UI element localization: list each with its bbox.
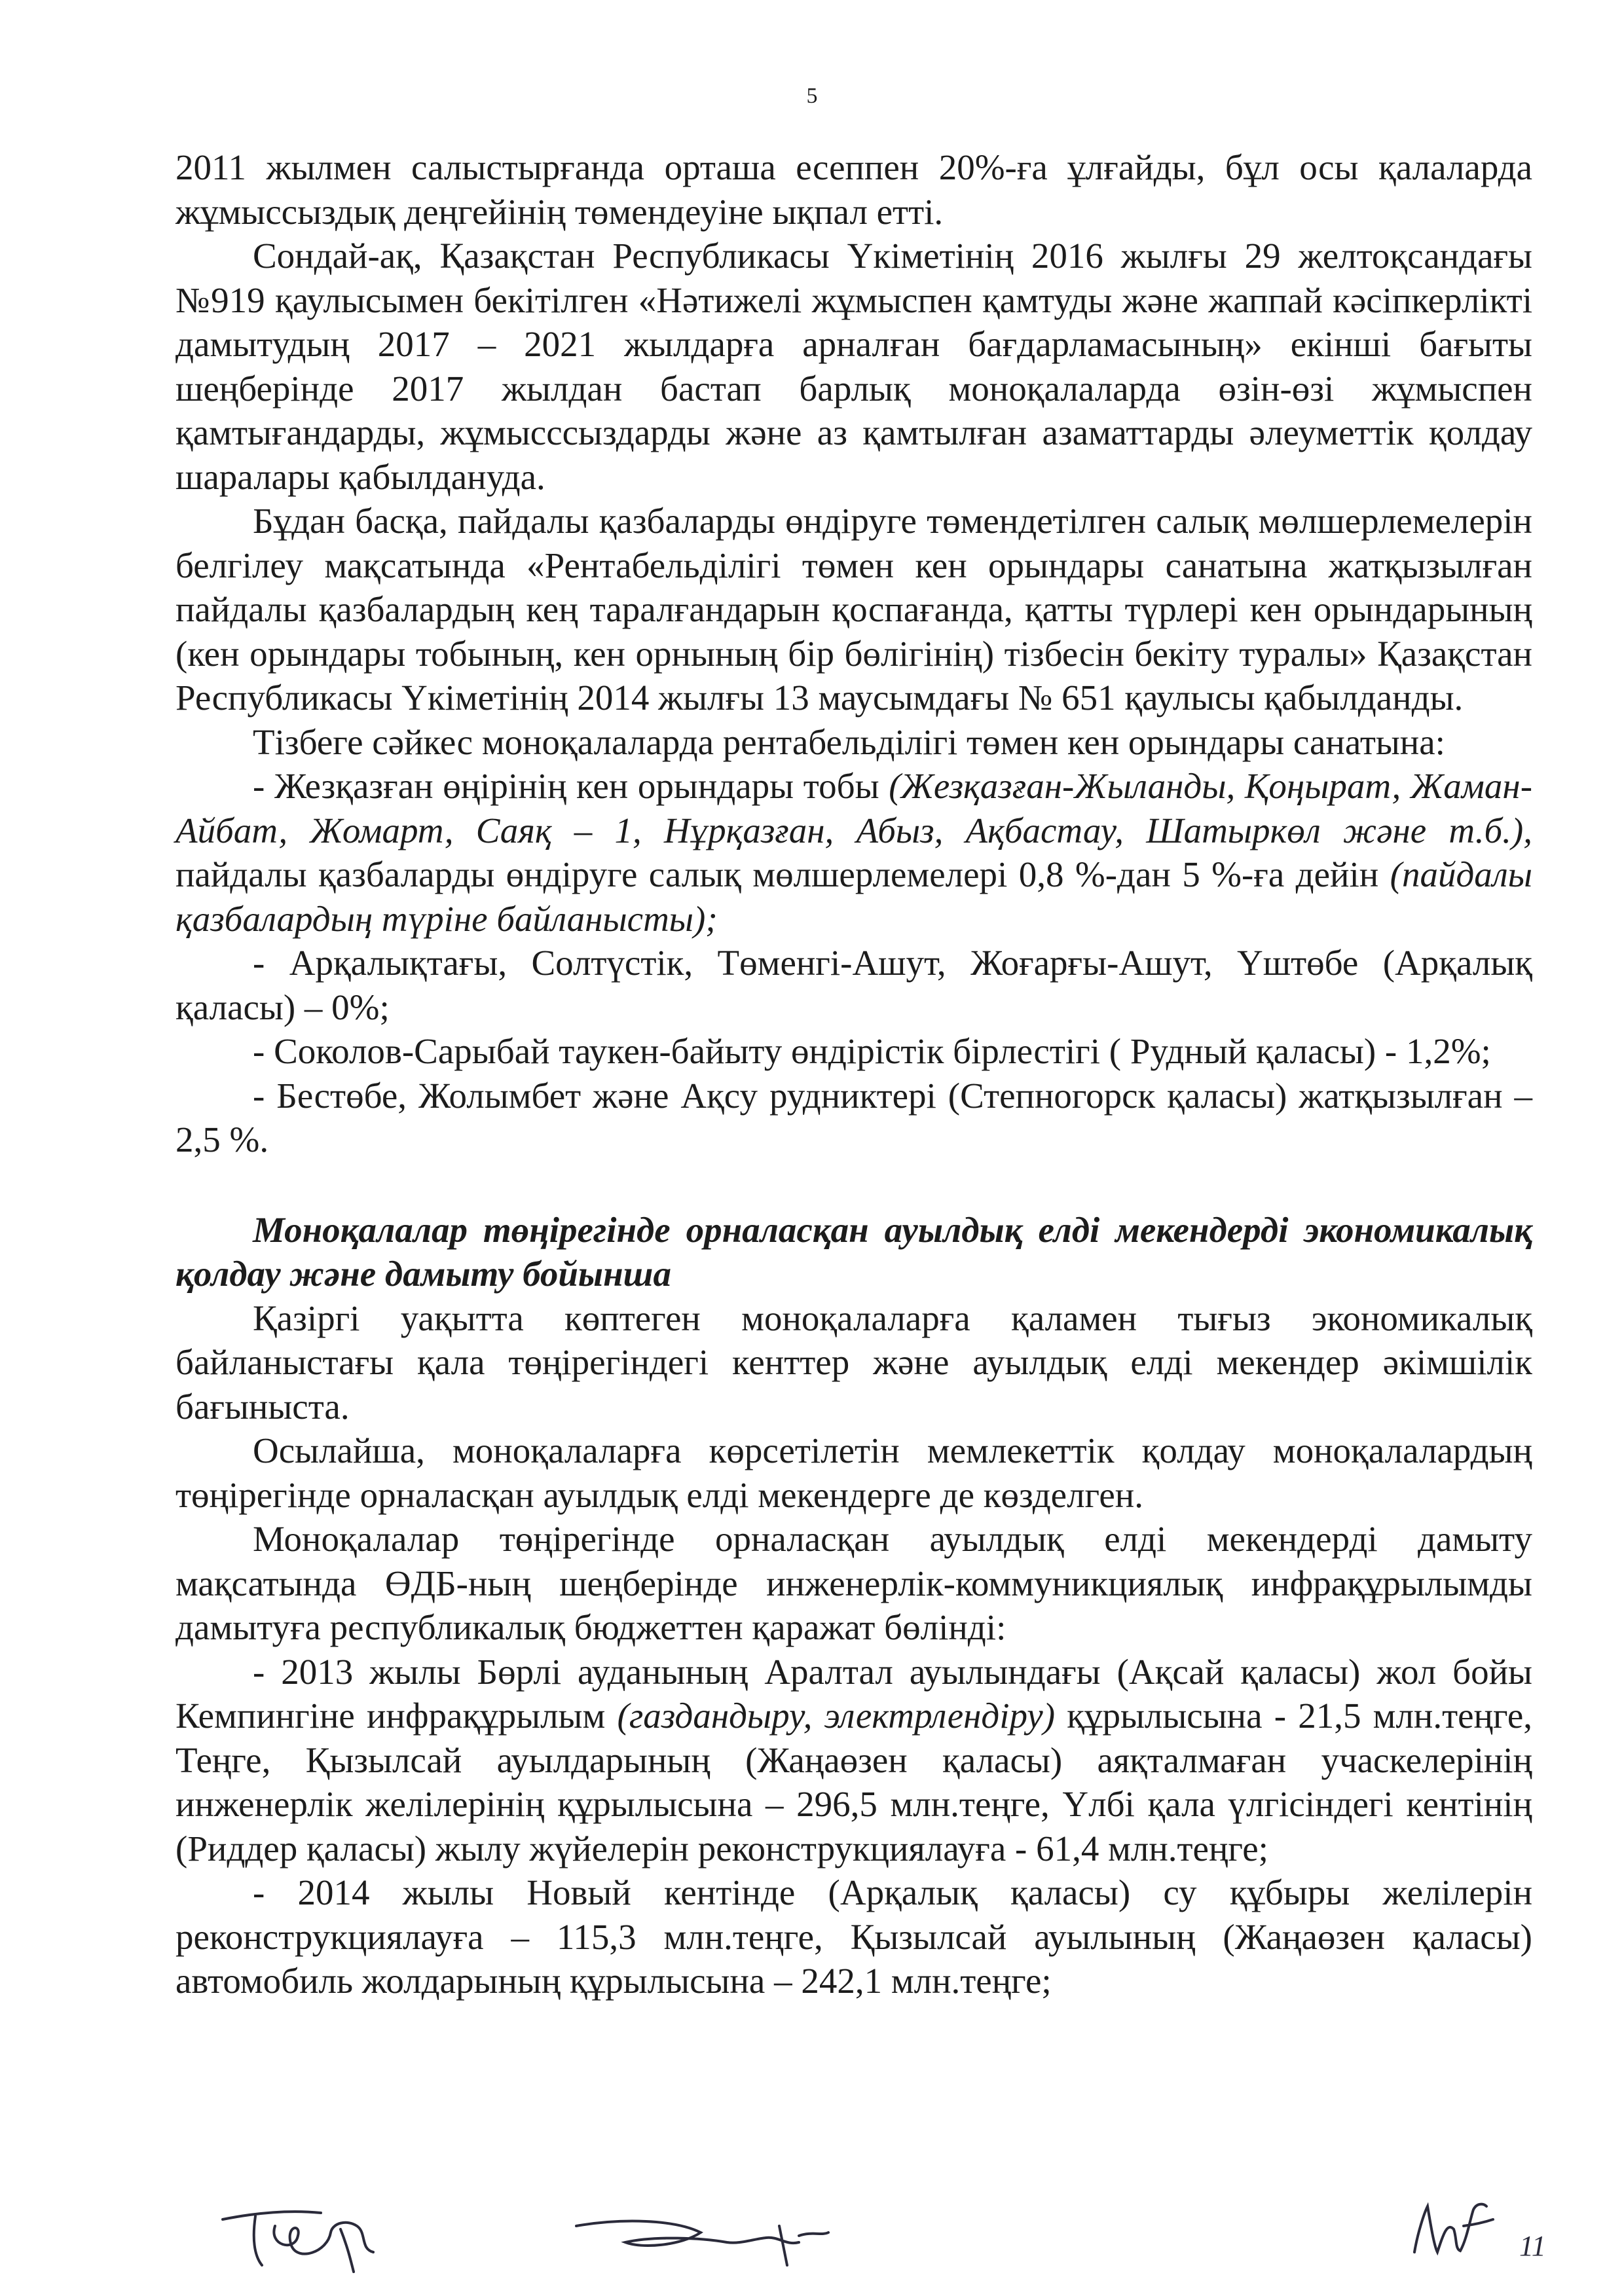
paragraph: Бұдан басқа, пайдалы қазбаларды өндіруге төмендетілген салық мөлшерлемелерін белгілеу мақсатында «Рентабельділігі төмен кен орындары санатына жатқызылған пайдалы қазбалардың кең таралғандарын қоспағанда, қатты түрлері кен орындарының (кен орындары тобының, кен орнының бір бөлігінің) тізбесін бекіту туралы» Қазақстан Республикасы Үкіметінің 2014 жылғы 13 маусымдағы № 651 қаулысы қабылданды. xyxy=(175,501,1532,718)
paragraph: Осылайша, моноқалаларға көрсетілетін мемлекеттік қолдау моноқалалардың төңірегінде орналасқан ауылдық елді мекендерге де көзделген. xyxy=(175,1430,1532,1515)
signature-3 xyxy=(1408,2193,1506,2272)
list-item-text: - Жезқазған өңірінің кен орындары тобы xyxy=(253,766,889,806)
document-body xyxy=(175,145,1532,2003)
paragraph: Тізбеге сәйкес моноқалаларда рентабельділігі төмен кен орындары санатына: xyxy=(253,721,1445,762)
paragraph: Моноқалалар төңірегінде орналасқан ауылдық елді мекендерді дамыту мақсатында ӨДБ-ның шеңберінде инженерлік-коммуникциялық инфрақұрылымды дамытуға республикалық бюджеттен қаражат бөлінді: xyxy=(175,1519,1532,1647)
paragraph: 2011 жылмен салыстырғанда орташа есеппен 20%-ға ұлғайды, бұл осы қалаларда жұмыссыздық деңгейінің төмендеуіне ықпал етті. xyxy=(175,147,1532,232)
signatures xyxy=(0,2193,1624,2285)
signature-1 xyxy=(216,2200,413,2278)
page-number: 5 xyxy=(806,84,818,108)
paragraph: Сондай-ақ, Қазақстан Республикасы Үкіметінің 2016 жылғы 29 желтоқсандағы №919 қаулысымен бекітілген «Нәтижелі жұмыспен қамтуды және жаппай кәсіпкерлікті дамытудың 2017 – 2021 жылдарға арналған бағдарламасының» екінші бағыты шеңберінде 2017 жылдан бастап барлық моноқалаларда өзін-өзі жұмыспен қамтығандарды, жұмысссыздарды және аз қамтылған азаматтарды әлеуметтік қолдау шаралары қабылдануда. xyxy=(175,236,1532,497)
list-item xyxy=(175,764,1532,941)
list-item: - Бестөбе, Жолымбет және Ақсу рудниктері (Степногорск қаласы) жатқызылған – 2,5 %. xyxy=(175,1075,1532,1159)
paragraph: Қазіргі уақытта көптеген моноқалаларға қаламен тығыз экономикалық байланыстағы қала төңірегіндегі кенттер және ауылдық елді мекендер әкімшілік бағыныста. xyxy=(175,1298,1532,1427)
list-item-italic: (газдандыру, электрлендіру) xyxy=(617,1696,1056,1736)
list-item: - 2014 жылы Новый кентінде (Арқалық қаласы) су құбыры желілерін реконструкциялауға – 115,3 млн.теңге, Қызылсай ауылының (Жаңаөзен қаласы) автомобиль жолдарының құрылысына – 242,1 млн.теңге; xyxy=(175,1872,1532,2001)
list-item: - Арқалықтағы, Солтүстік, Төменгі-Ашут, Жоғарғы-Ашут, Үштөбе (Арқалық қаласы) – 0%; xyxy=(175,943,1532,1027)
list-item-text: құрылысына - 21,5 млн.теңге, Теңге, Қызылсай ауылдарының (Жаңаөзен қаласы) аяқталмаған учаскелерінің инженерлік желілерінің құрылысына – 296,5 млн.теңге, Үлбі қала үлгісіндегі кентінің (Риддер қаласы) жылу жүйелерін реконструкциялауға - 61,4 млн.теңге; xyxy=(175,1696,1532,1868)
list-item xyxy=(175,1650,1532,1871)
list-item-text: - 2013 жылы Бөрлі ауданының Аралтал ауылындағы (Ақсай қаласы) жол бойы Кемпингіне инфрақұрылым xyxy=(175,1651,1532,1736)
signature-2 xyxy=(563,2206,838,2272)
page-mark: 11 xyxy=(1519,2230,1546,2262)
list-item: - Соколов-Сарыбай таукен-байыту өндірістік бірлестігі ( Рудный қаласы) - 1,2%; xyxy=(253,1031,1491,1071)
list-item-italic: (пайдалы қазбалардың түріне байланысты); xyxy=(175,854,1532,939)
list-item-text: пайдалы қазбаларды өндіруге салық мөлшерлемелері 0,8 %-дан 5 %-ға дейін xyxy=(175,854,1390,894)
list-item-italic: (Жезқазған-Жыланды, Қоңырат, Жаман-Айбат, Жомарт, Саяқ – 1, Нұрқазған, Абыз, Ақбастау, Шатыркөл және т.б.), xyxy=(175,766,1533,850)
section-heading: Моноқалалар төңірегінде орналасқан ауылдық елді мекендерді экономикалық қолдау және дамыту бойынша xyxy=(175,1209,1532,1294)
